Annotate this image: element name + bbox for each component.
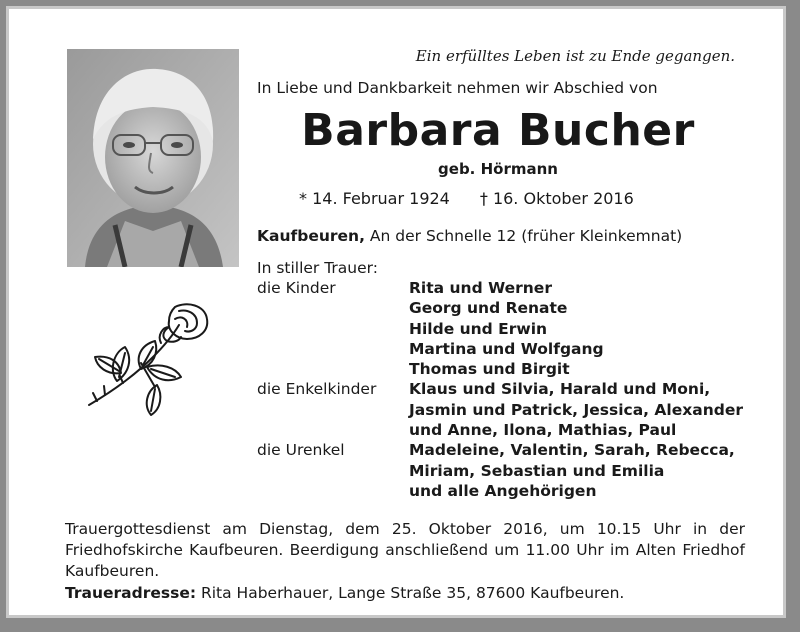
mourner-group-label: die Kinder	[257, 279, 336, 297]
mourner-row	[257, 481, 743, 501]
intro-text: In Liebe und Dankbarkeit nehmen wir Abschied von	[257, 79, 658, 97]
deceased-name: Barbara Bucher	[301, 105, 695, 156]
mourner-names: Klaus und Silvia, Harald und Moni,	[409, 380, 711, 399]
mourner-row	[257, 400, 743, 420]
mourner-row	[257, 298, 743, 318]
motto: Ein erfülltes Leben ist zu Ende gegangen.	[415, 47, 735, 65]
rose-icon	[83, 297, 213, 427]
mourner-names: Jasmin und Patrick, Jessica, Alexander	[409, 400, 743, 419]
mourning-heading: In stiller Trauer:	[257, 259, 378, 277]
residence	[257, 227, 682, 245]
address-label: Traueradresse:	[65, 584, 197, 602]
portrait-photo	[67, 49, 239, 267]
mourner-names: und Anne, Ilona, Mathias, Paul	[409, 421, 677, 440]
mourner-names: Hilde und Erwin	[409, 319, 548, 338]
death-date: † 16. Oktober 2016	[479, 189, 634, 208]
address-value: Rita Haberhauer, Lange Straße 35, 87600 Kaufbeuren.	[196, 584, 625, 602]
mourner-row	[257, 440, 743, 460]
obituary-notice	[6, 6, 786, 618]
mourner-row	[257, 461, 743, 481]
mourners-list	[257, 278, 743, 501]
mourner-names: Georg und Renate	[409, 299, 568, 318]
birth-date: * 14. Februar 1924	[299, 189, 450, 208]
service-info: Trauergottesdienst am Dienstag, dem 25. Oktober 2016, um 10.15 Uhr in der Friedhofskirche Kaufbeuren. Beerdigung anschließend um 11.00 Uhr im Alten Friedhof Kaufbeuren.	[65, 520, 745, 580]
mourner-row	[257, 359, 743, 379]
residence-address: An der Schnelle 12 (früher Kleinkemnat)	[364, 227, 683, 245]
mourner-group-label: die Urenkel	[257, 441, 345, 460]
mourner-row	[257, 379, 743, 399]
life-dates	[299, 189, 634, 208]
mourning-address	[65, 584, 624, 602]
mourner-row	[257, 339, 743, 359]
maiden-name: geb. Hörmann	[438, 160, 558, 178]
mourner-names: Miriam, Sebastian und Emilia	[409, 461, 665, 480]
mourner-names: Thomas und Birgit	[409, 360, 570, 379]
mourner-group-label: die Enkelkinder	[257, 380, 377, 399]
mourner-row	[257, 420, 743, 440]
mourner-row	[257, 319, 743, 339]
mourner-names: Madeleine, Valentin, Sarah, Rebecca,	[409, 441, 735, 460]
residence-city: Kaufbeuren,	[257, 227, 365, 245]
mourner-names: Rita und Werner	[409, 279, 552, 297]
mourner-row	[257, 278, 743, 298]
mourner-names: und alle Angehörigen	[409, 481, 597, 500]
mourner-names: Martina und Wolfgang	[409, 339, 604, 358]
